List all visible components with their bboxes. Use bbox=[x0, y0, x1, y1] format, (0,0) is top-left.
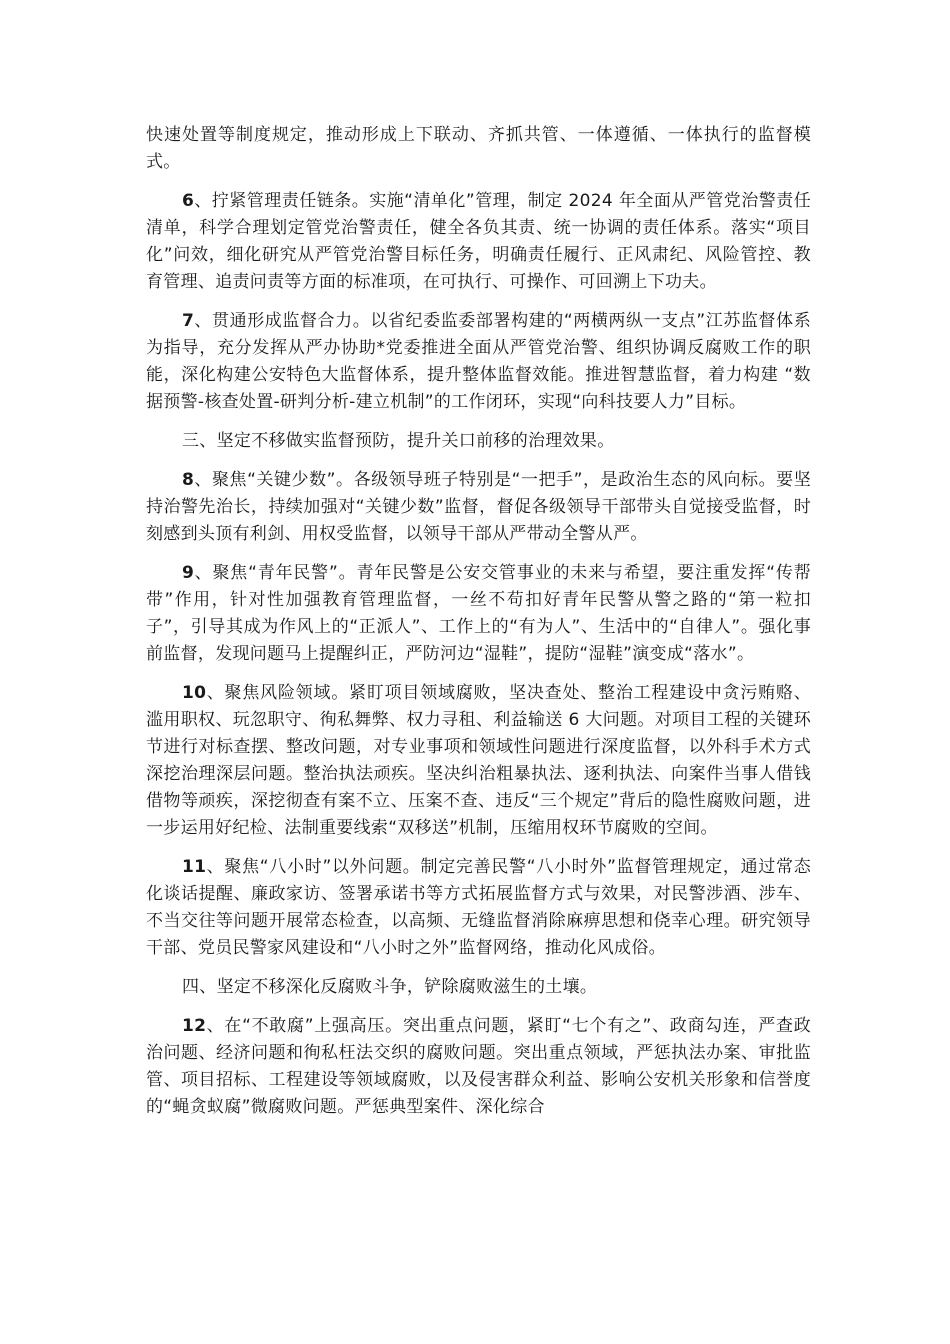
item-heading: 、聚焦风险领域。 bbox=[206, 683, 350, 703]
item-number: 9 bbox=[182, 563, 195, 583]
paragraph-item-11 bbox=[146, 854, 811, 962]
paragraph-text: 突出重点问题，紧盯“七个有之”、政商勾连，严查政治问题、经济问题和徇私枉法交织的腐败问题。突出重点领域，严惩执法办案、审批监管、项目招标、工程建设等领域腐败，以及侵害群众利益、影响公安机关形象和信誉度的“蝇贪蚁腐”微腐败问题。严惩典型案件、深化综合 bbox=[146, 1016, 811, 1117]
paragraph-text: 制定完善民警“八小时外”监督管理规定，通过常态化谈话提醒、廉政家访、签署承诺书等方式拓展监督方式与效果，对民警涉酒、涉车、不当交往等问题开展常态检查，以高频、无缝监督消除麻痹思想和侥幸心理。研究领导干部、党员民警家风建设和“八小时之外”监督网络，推动化风成俗。 bbox=[146, 857, 811, 958]
section-heading-3 bbox=[146, 428, 811, 455]
paragraph-text: 以省纪委监委部署构建的“两横两纵一支点”江苏监督体系为指导，充分发挥从严办协助*党委推进全面从严管党治警、组织协调反腐败工作的职能，深化构建公安特色大监督体系，提升整体监督效能。推进智慧监督，着力构建 “数据预警-核查处置-研判分析-建立机制”的工作闭环，实现“向科技要人力”目标。 bbox=[146, 311, 812, 412]
paragraph-text: 各级领导班子特别是“一把手”，是政治生态的风向标。要坚持治警先治长，持续加强对“关键少数”监督，督促各级领导干部带头自觉接受监督，时刻感到头顶有利剑、用权受监督，以领导干部从严带动全警从严。 bbox=[146, 470, 811, 544]
item-heading: 、在“不敢腐”上强高压。 bbox=[206, 1016, 403, 1036]
paragraph-item-10 bbox=[146, 680, 811, 842]
item-heading: 、聚焦“青年民警”。 bbox=[194, 563, 357, 583]
section-heading-4 bbox=[146, 974, 811, 1001]
paragraph-item-6 bbox=[146, 188, 811, 296]
paragraph-text: 青年民警是公安交管事业的未来与希望，要注重发挥“传帮带”作用，针对性加强教育管理监督，一丝不苟扣好青年民警从警之路的“第一粒扣子”，引导其成为作风上的“正派人”、工作上的“有为人”、生活中的“自律人”。强化事前监督，发现问题马上提醒纠正，严防河边“湿鞋”，提防“湿鞋”演变成“落水”。 bbox=[146, 563, 811, 664]
item-heading: 、拧紧管理责任链条。 bbox=[194, 191, 370, 211]
document-page bbox=[146, 122, 811, 1133]
section-heading-text: 三、坚定不移做实监督预防，提升关口前移的治理效果。 bbox=[182, 431, 615, 451]
item-number: 11 bbox=[182, 857, 207, 877]
item-heading: 、聚焦“八小时”以外问题。 bbox=[206, 857, 421, 877]
paragraph-text: 实施“清单化”管理，制定 2024 年全面从严管党治警责任清单，科学合理划定管党治警责任，健全各负其责、统一协调的责任体系。落实“项目化”问效，细化研究从严管党治警目标任务，明确责任履行、正风肃纪、风险管控、教育管理、追责问责等方面的标准项，在可执行、可操作、可回溯上下功夫。 bbox=[146, 191, 812, 292]
paragraph-continuation bbox=[146, 122, 811, 176]
paragraph-item-7 bbox=[146, 308, 811, 416]
paragraph-text: 紧盯项目领域腐败，坚决查处、整治工程建设中贪污贿赂、滥用职权、玩忽职守、徇私舞弊、权力寻租、利益输送 6 大问题。对项目工程的关键环节进行对标查摆、整改问题，对专业事项和领域性问题进行深度监督，以外科手术方式深挖治理深层问题。整治执法顽疾。坚决纠治粗暴执法、逐利执法、向案件当事人借钱借物等顽疾，深挖彻查有案不立、压案不查、违反“三个规定”背后的隐性腐败问题，进一步运用好纪检、法制重要线索“双移送”机制，压缩用权环节腐败的空间。 bbox=[146, 683, 811, 838]
item-number: 8 bbox=[182, 470, 195, 490]
paragraph-item-12 bbox=[146, 1013, 811, 1121]
item-number: 7 bbox=[182, 311, 195, 331]
item-number: 12 bbox=[182, 1016, 207, 1036]
paragraph-text: 快速处置等制度规定，推动形成上下联动、齐抓共管、一体遵循、一体执行的监督模式。 bbox=[146, 125, 811, 172]
item-heading: 、聚焦“关键少数”。 bbox=[194, 470, 354, 490]
paragraph-item-9 bbox=[146, 560, 811, 668]
item-heading: 、贯通形成监督合力。 bbox=[194, 311, 371, 331]
section-heading-text: 四、坚定不移深化反腐败斗争，铲除腐败滋生的土壤。 bbox=[182, 977, 598, 997]
paragraph-item-8 bbox=[146, 467, 811, 548]
item-number: 10 bbox=[182, 683, 207, 703]
item-number: 6 bbox=[182, 191, 195, 211]
